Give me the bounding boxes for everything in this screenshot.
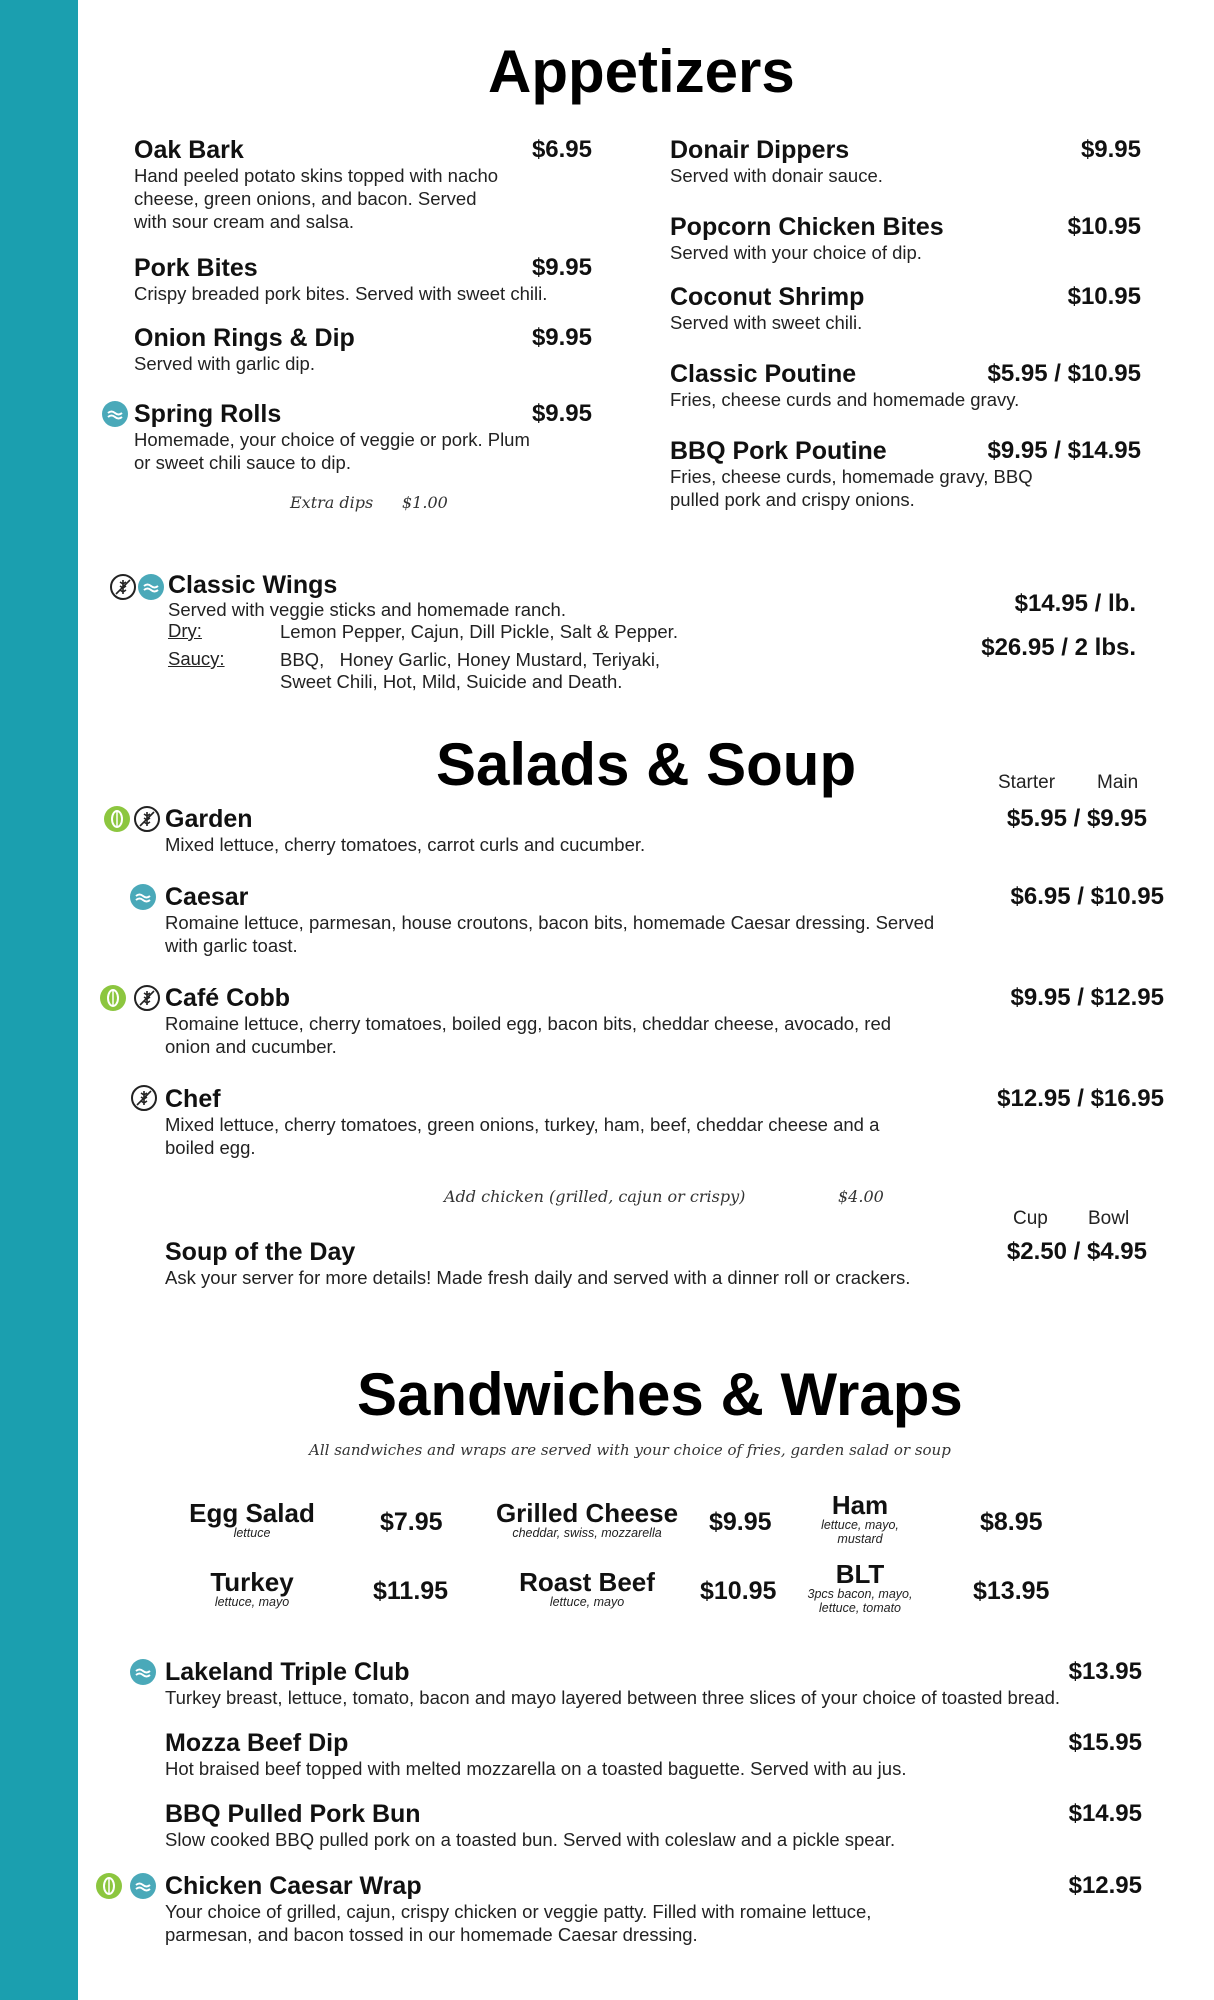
wheat-icon bbox=[110, 574, 136, 600]
add-chicken-note: Add chicken (grilled, cajun or crispy) bbox=[444, 1187, 746, 1206]
add-chicken-price: $4.00 bbox=[838, 1187, 884, 1206]
saucy-flavours-2: Sweet Chili, Hot, Mild, Suicide and Death. bbox=[280, 671, 623, 692]
item-name: BBQ Pulled Pork Bun bbox=[165, 1800, 421, 1828]
extra-dips-price: $1.00 bbox=[402, 493, 448, 512]
item-desc: Mixed lettuce, cherry tomatoes, carrot curls and cucumber. bbox=[165, 834, 646, 855]
extra-dips-label: Extra dips bbox=[290, 493, 374, 512]
item-price: $9.95 / $12.95 bbox=[1010, 984, 1164, 1011]
dry-flavours: Lemon Pepper, Cajun, Dill Pickle, Salt & Pepper. bbox=[280, 621, 678, 642]
item-name: Onion Rings & Dip bbox=[134, 324, 355, 352]
item-desc: Hand peeled potato skins topped with nacho cheese, green onions, and bacon. Served with sour cream and salsa. bbox=[134, 165, 499, 232]
leaf-icon bbox=[104, 806, 130, 832]
col-starter: Starter bbox=[998, 772, 1056, 793]
wheat-icon bbox=[134, 985, 160, 1011]
wave-icon bbox=[130, 1873, 156, 1899]
wings-price-2lb: $26.95 / 2 lbs. bbox=[981, 634, 1136, 661]
item-price: $12.95 bbox=[1068, 1872, 1142, 1899]
item-name: Donair Dippers bbox=[670, 136, 850, 164]
col-bowl: Bowl bbox=[1088, 1208, 1130, 1229]
item-price: $15.95 bbox=[1068, 1729, 1142, 1756]
sandwich-toppings: lettuce, mayo, mustard bbox=[821, 1518, 899, 1546]
wings-name: Classic Wings bbox=[168, 571, 338, 599]
item-desc: Crispy breaded pork bites. Served with sweet chili. bbox=[134, 283, 548, 304]
item-name: Caesar bbox=[165, 883, 249, 911]
col-cup: Cup bbox=[1013, 1208, 1048, 1229]
sandwich-name: Turkey bbox=[210, 1567, 294, 1597]
sandwiches-subtitle: All sandwiches and wraps are served with your choice of fries, garden salad or soup bbox=[309, 1441, 951, 1459]
item-name: Pork Bites bbox=[134, 254, 258, 282]
item-desc: Fries, cheese curds, homemade gravy, BBQ pulled pork and crispy onions. bbox=[670, 466, 1033, 510]
wave-icon bbox=[130, 884, 156, 910]
item-name: Popcorn Chicken Bites bbox=[670, 213, 944, 241]
sandwich-toppings: cheddar, swiss, mozzarella bbox=[512, 1526, 662, 1540]
item-name: Café Cobb bbox=[165, 984, 290, 1012]
item-name: Chef bbox=[165, 1085, 221, 1113]
sandwich-price: $11.95 bbox=[373, 1577, 449, 1605]
col-main: Main bbox=[1097, 772, 1139, 793]
sandwich-option bbox=[172, 1500, 332, 1540]
sandwich-option bbox=[480, 1500, 694, 1540]
item-price: $5.95 / $10.95 bbox=[987, 360, 1141, 387]
item-price: $9.95 bbox=[531, 254, 592, 281]
sandwich-price: $10.95 bbox=[700, 1577, 777, 1605]
leaf-icon bbox=[96, 1873, 122, 1899]
item-name: Spring Rolls bbox=[134, 400, 282, 428]
item-price: $12.95 / $16.95 bbox=[997, 1085, 1164, 1112]
saucy-label: Saucy: bbox=[168, 648, 225, 669]
dry-label: Dry: bbox=[168, 620, 202, 641]
wave-icon bbox=[130, 1659, 156, 1685]
item-price: $10.95 bbox=[1067, 283, 1141, 310]
item-name: BBQ Pork Poutine bbox=[670, 437, 887, 465]
sandwiches-title: Sandwiches & Wraps bbox=[357, 1361, 963, 1428]
item-desc: Fries, cheese curds and homemade gravy. bbox=[670, 389, 1020, 410]
item-desc: Romaine lettuce, parmesan, house croutons, bacon bits, homemade Caesar dressing. Served with garlic toast. bbox=[165, 912, 935, 956]
saucy-flavours-1: BBQ, Honey Garlic, Honey Mustard, Teriyaki, bbox=[280, 649, 661, 670]
item-price: $9.95 bbox=[1080, 136, 1141, 163]
appetizers-title: Appetizers bbox=[488, 38, 795, 105]
item-name: Classic Poutine bbox=[670, 360, 857, 388]
soup-name: Soup of the Day bbox=[165, 1238, 356, 1266]
sandwich-toppings: 3pcs bacon, mayo, lettuce, tomato bbox=[807, 1587, 913, 1615]
item-desc: Served with garlic dip. bbox=[134, 353, 315, 374]
sandwich-option bbox=[795, 1561, 925, 1615]
sandwich-price: $13.95 bbox=[973, 1577, 1050, 1605]
sandwich-option bbox=[800, 1492, 920, 1546]
wave-icon bbox=[102, 401, 128, 427]
item-price: $6.95 bbox=[531, 136, 592, 163]
item-price: $9.95 bbox=[531, 324, 592, 351]
leaf-icon bbox=[100, 985, 126, 1011]
item-desc: Served with sweet chili. bbox=[670, 312, 863, 333]
item-desc: Your choice of grilled, cajun, crispy chicken or veggie patty. Filled with romaine lettuce, parmesan, and bacon tossed in our homemade Caesar dressing. bbox=[165, 1901, 872, 1945]
sandwich-name: BLT bbox=[835, 1559, 885, 1589]
item-price: $14.95 bbox=[1068, 1800, 1142, 1827]
wheat-icon bbox=[134, 806, 160, 832]
item-desc: Served with your choice of dip. bbox=[670, 242, 922, 263]
item-name: Chicken Caesar Wrap bbox=[165, 1872, 422, 1900]
item-price: $5.95 / $9.95 bbox=[1006, 805, 1147, 832]
item-desc: Served with donair sauce. bbox=[670, 165, 883, 186]
wings-desc: Served with veggie sticks and homemade ranch. bbox=[168, 599, 566, 620]
sandwich-name: Roast Beef bbox=[519, 1567, 655, 1597]
item-desc: Turkey breast, lettuce, tomato, bacon and mayo layered between three slices of your choice of toasted bread. bbox=[165, 1687, 1061, 1708]
item-price: $9.95 bbox=[531, 400, 592, 427]
item-name: Coconut Shrimp bbox=[670, 283, 865, 311]
sandwich-name: Grilled Cheese bbox=[495, 1498, 679, 1528]
item-desc: Homemade, your choice of veggie or pork. Plum or sweet chili sauce to dip. bbox=[134, 429, 530, 473]
wings-price-1lb: $14.95 / lb. bbox=[1014, 590, 1136, 617]
wave-icon bbox=[138, 574, 164, 600]
sandwich-toppings: lettuce bbox=[233, 1526, 271, 1540]
item-name: Mozza Beef Dip bbox=[165, 1729, 349, 1757]
item-desc: Slow cooked BBQ pulled pork on a toasted bun. Served with coleslaw and a pickle spear. bbox=[165, 1829, 896, 1850]
item-price: $6.95 / $10.95 bbox=[1010, 883, 1164, 910]
salads-title: Salads & Soup bbox=[436, 731, 857, 798]
soup-desc: Ask your server for more details! Made fresh daily and served with a dinner roll or crackers. bbox=[165, 1267, 911, 1288]
item-desc: Mixed lettuce, cherry tomatoes, green onions, turkey, ham, beef, cheddar cheese and a boiled egg. bbox=[165, 1114, 880, 1158]
item-desc: Romaine lettuce, cherry tomatoes, boiled egg, bacon bits, cheddar cheese, avocado, red onion and cucumber. bbox=[165, 1013, 892, 1057]
sandwich-toppings: lettuce, mayo bbox=[214, 1595, 290, 1609]
side-stripe bbox=[0, 0, 78, 2000]
sandwich-option bbox=[172, 1569, 332, 1609]
sandwich-price: $7.95 bbox=[380, 1508, 443, 1536]
item-name: Lakeland Triple Club bbox=[165, 1658, 410, 1686]
item-price: $10.95 bbox=[1067, 213, 1141, 240]
sandwich-option bbox=[500, 1569, 674, 1609]
item-desc: Hot braised beef topped with melted mozzarella on a toasted baguette. Served with au jus. bbox=[165, 1758, 907, 1779]
sandwich-toppings: lettuce, mayo bbox=[549, 1595, 625, 1609]
item-price: $9.95 / $14.95 bbox=[987, 437, 1141, 464]
sandwich-name: Egg Salad bbox=[189, 1498, 315, 1528]
item-name: Oak Bark bbox=[134, 136, 244, 164]
soup-price: $2.50 / $4.95 bbox=[1006, 1238, 1147, 1265]
sandwich-price: $8.95 bbox=[980, 1508, 1043, 1536]
sandwich-price: $9.95 bbox=[709, 1508, 772, 1536]
sandwich-name: Ham bbox=[831, 1490, 889, 1520]
item-price: $13.95 bbox=[1068, 1658, 1142, 1685]
item-name: Garden bbox=[165, 805, 253, 833]
wheat-icon bbox=[131, 1085, 157, 1111]
